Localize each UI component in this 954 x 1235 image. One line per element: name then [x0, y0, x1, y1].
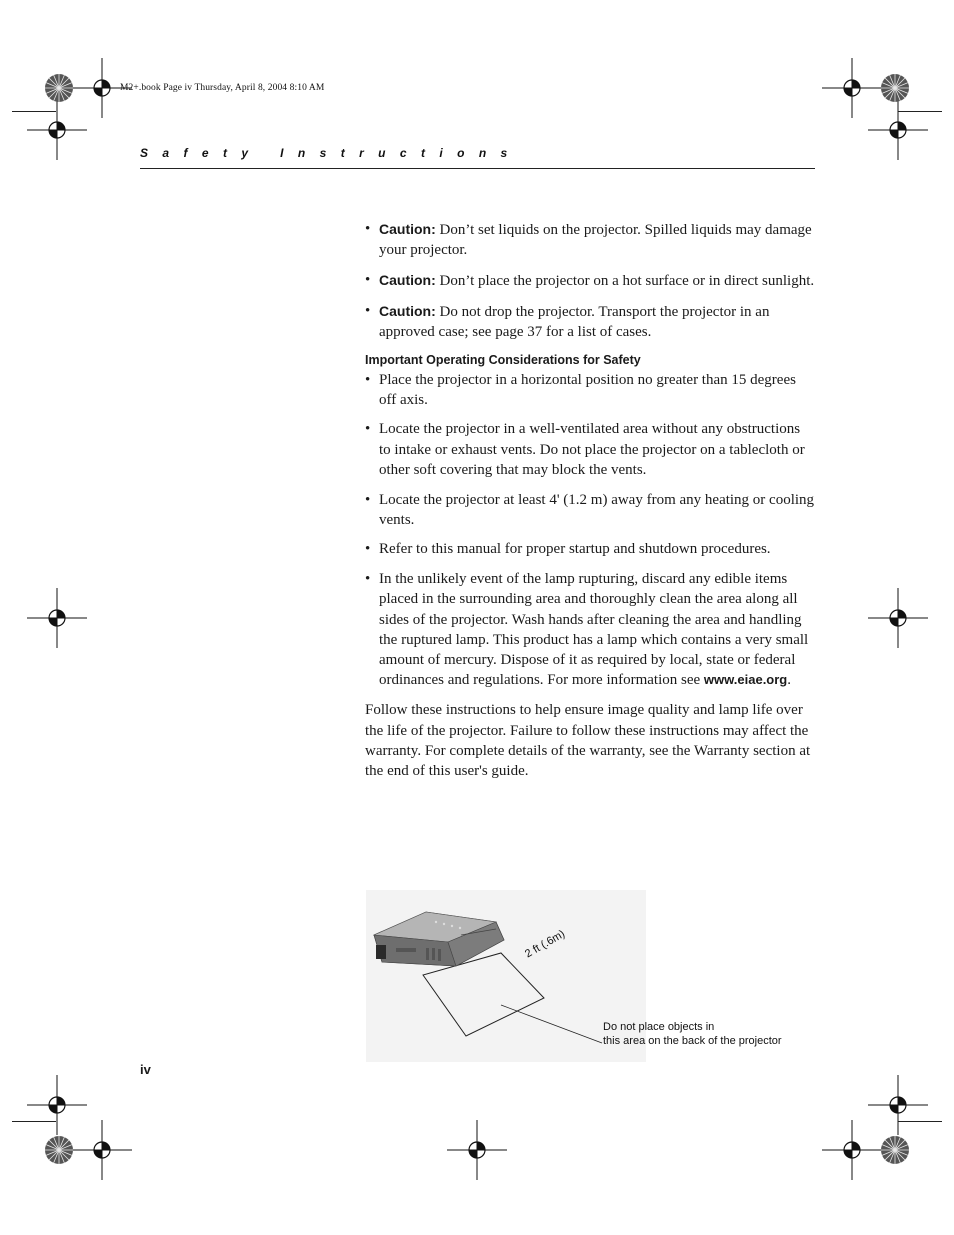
caution-text: Don’t place the projector on a hot surface or in direct sunlight. — [439, 272, 815, 289]
caption-line: Do not place objects in — [603, 1021, 715, 1033]
page-number: iv — [140, 1062, 151, 1077]
list-item: • Locate the projector at least 4' (1.2 m) away from any heating or cooling vents. — [365, 490, 815, 530]
list-item: • Place the projector in a horizontal position no greater than 15 degrees off axis. — [365, 370, 815, 410]
figure-caption — [603, 1020, 782, 1048]
registration-mark-bottom-right — [822, 1120, 882, 1180]
book-stamp: M2+.book Page iv Thursday, April 8, 2004 8:10 AM — [120, 83, 325, 93]
registration-mark-left-upper — [27, 100, 87, 160]
list-item — [365, 569, 815, 690]
crop-line-left-top — [12, 111, 56, 112]
lamp-text: In the unlikely event of the lamp rupturing, discard any edible items placed in the surrounding area and thoroughly clean the area along all sides of the projector. Wash hands after cleaning the area and handling the ruptured lamp. This product has a lamp which contains a very small amount of mercury. Dispose of it as required by local, state or federal ordinances and regulations. For more information see — [379, 571, 809, 689]
caution-list — [365, 219, 815, 342]
crop-line-right-top — [898, 111, 942, 112]
caption-line: this area on the back of the projector — [603, 1035, 782, 1047]
registration-mark-bottom-left — [72, 1120, 132, 1180]
eiae-link[interactable]: www.eiae.org — [703, 672, 788, 688]
list-item — [365, 301, 815, 342]
caution-text: Do not drop the projector. Transport the projector in an approved case; see page 37 for a list of cases. — [379, 303, 770, 340]
list-item — [365, 270, 815, 291]
caution-label: Caution: — [379, 271, 436, 288]
caution-text: Don’t set liquids on the projector. Spilled liquids may damage your projector. — [379, 222, 812, 259]
caution-section — [365, 219, 815, 781]
caution-label: Caution: — [379, 302, 436, 319]
registration-mark-left-middle — [27, 588, 87, 648]
list-item: • Refer to this manual for proper startup and shutdown procedures. — [365, 539, 815, 559]
dimension-label: 2 ft (.6m) — [523, 927, 568, 961]
header-rule — [140, 168, 815, 169]
registration-mark-right-upper — [868, 100, 928, 160]
registration-mark-bottom-center — [447, 1120, 507, 1180]
lamp-end: . — [787, 672, 791, 689]
registration-mark-right-middle — [868, 588, 928, 648]
crop-line-right-bottom — [898, 1121, 942, 1122]
list-item — [365, 219, 815, 260]
crop-line-left-bottom — [12, 1121, 56, 1122]
color-target-bottom-left — [44, 1135, 74, 1165]
color-target-bottom-right — [880, 1135, 910, 1165]
section-heading: Important Operating Considerations for Safety — [365, 352, 641, 367]
running-head: Safety Instructions — [140, 146, 522, 160]
color-target-top-left — [44, 73, 74, 103]
considerations-list — [365, 370, 815, 691]
list-item: • Locate the projector in a well-ventilated area without any obstructions to intake or exhaust vents. Do not place the projector on a tablecloth or other soft covering that may block the vents. — [365, 419, 815, 480]
caution-label: Caution: — [379, 221, 436, 237]
closing-paragraph: Follow these instructions to help ensure image quality and lamp life over the life of the projector. Failure to follow these instructions may affect the warranty. For complete details of the warranty, see the Warranty section at the end of this user's guide. — [365, 702, 811, 779]
color-target-top-right — [880, 73, 910, 103]
